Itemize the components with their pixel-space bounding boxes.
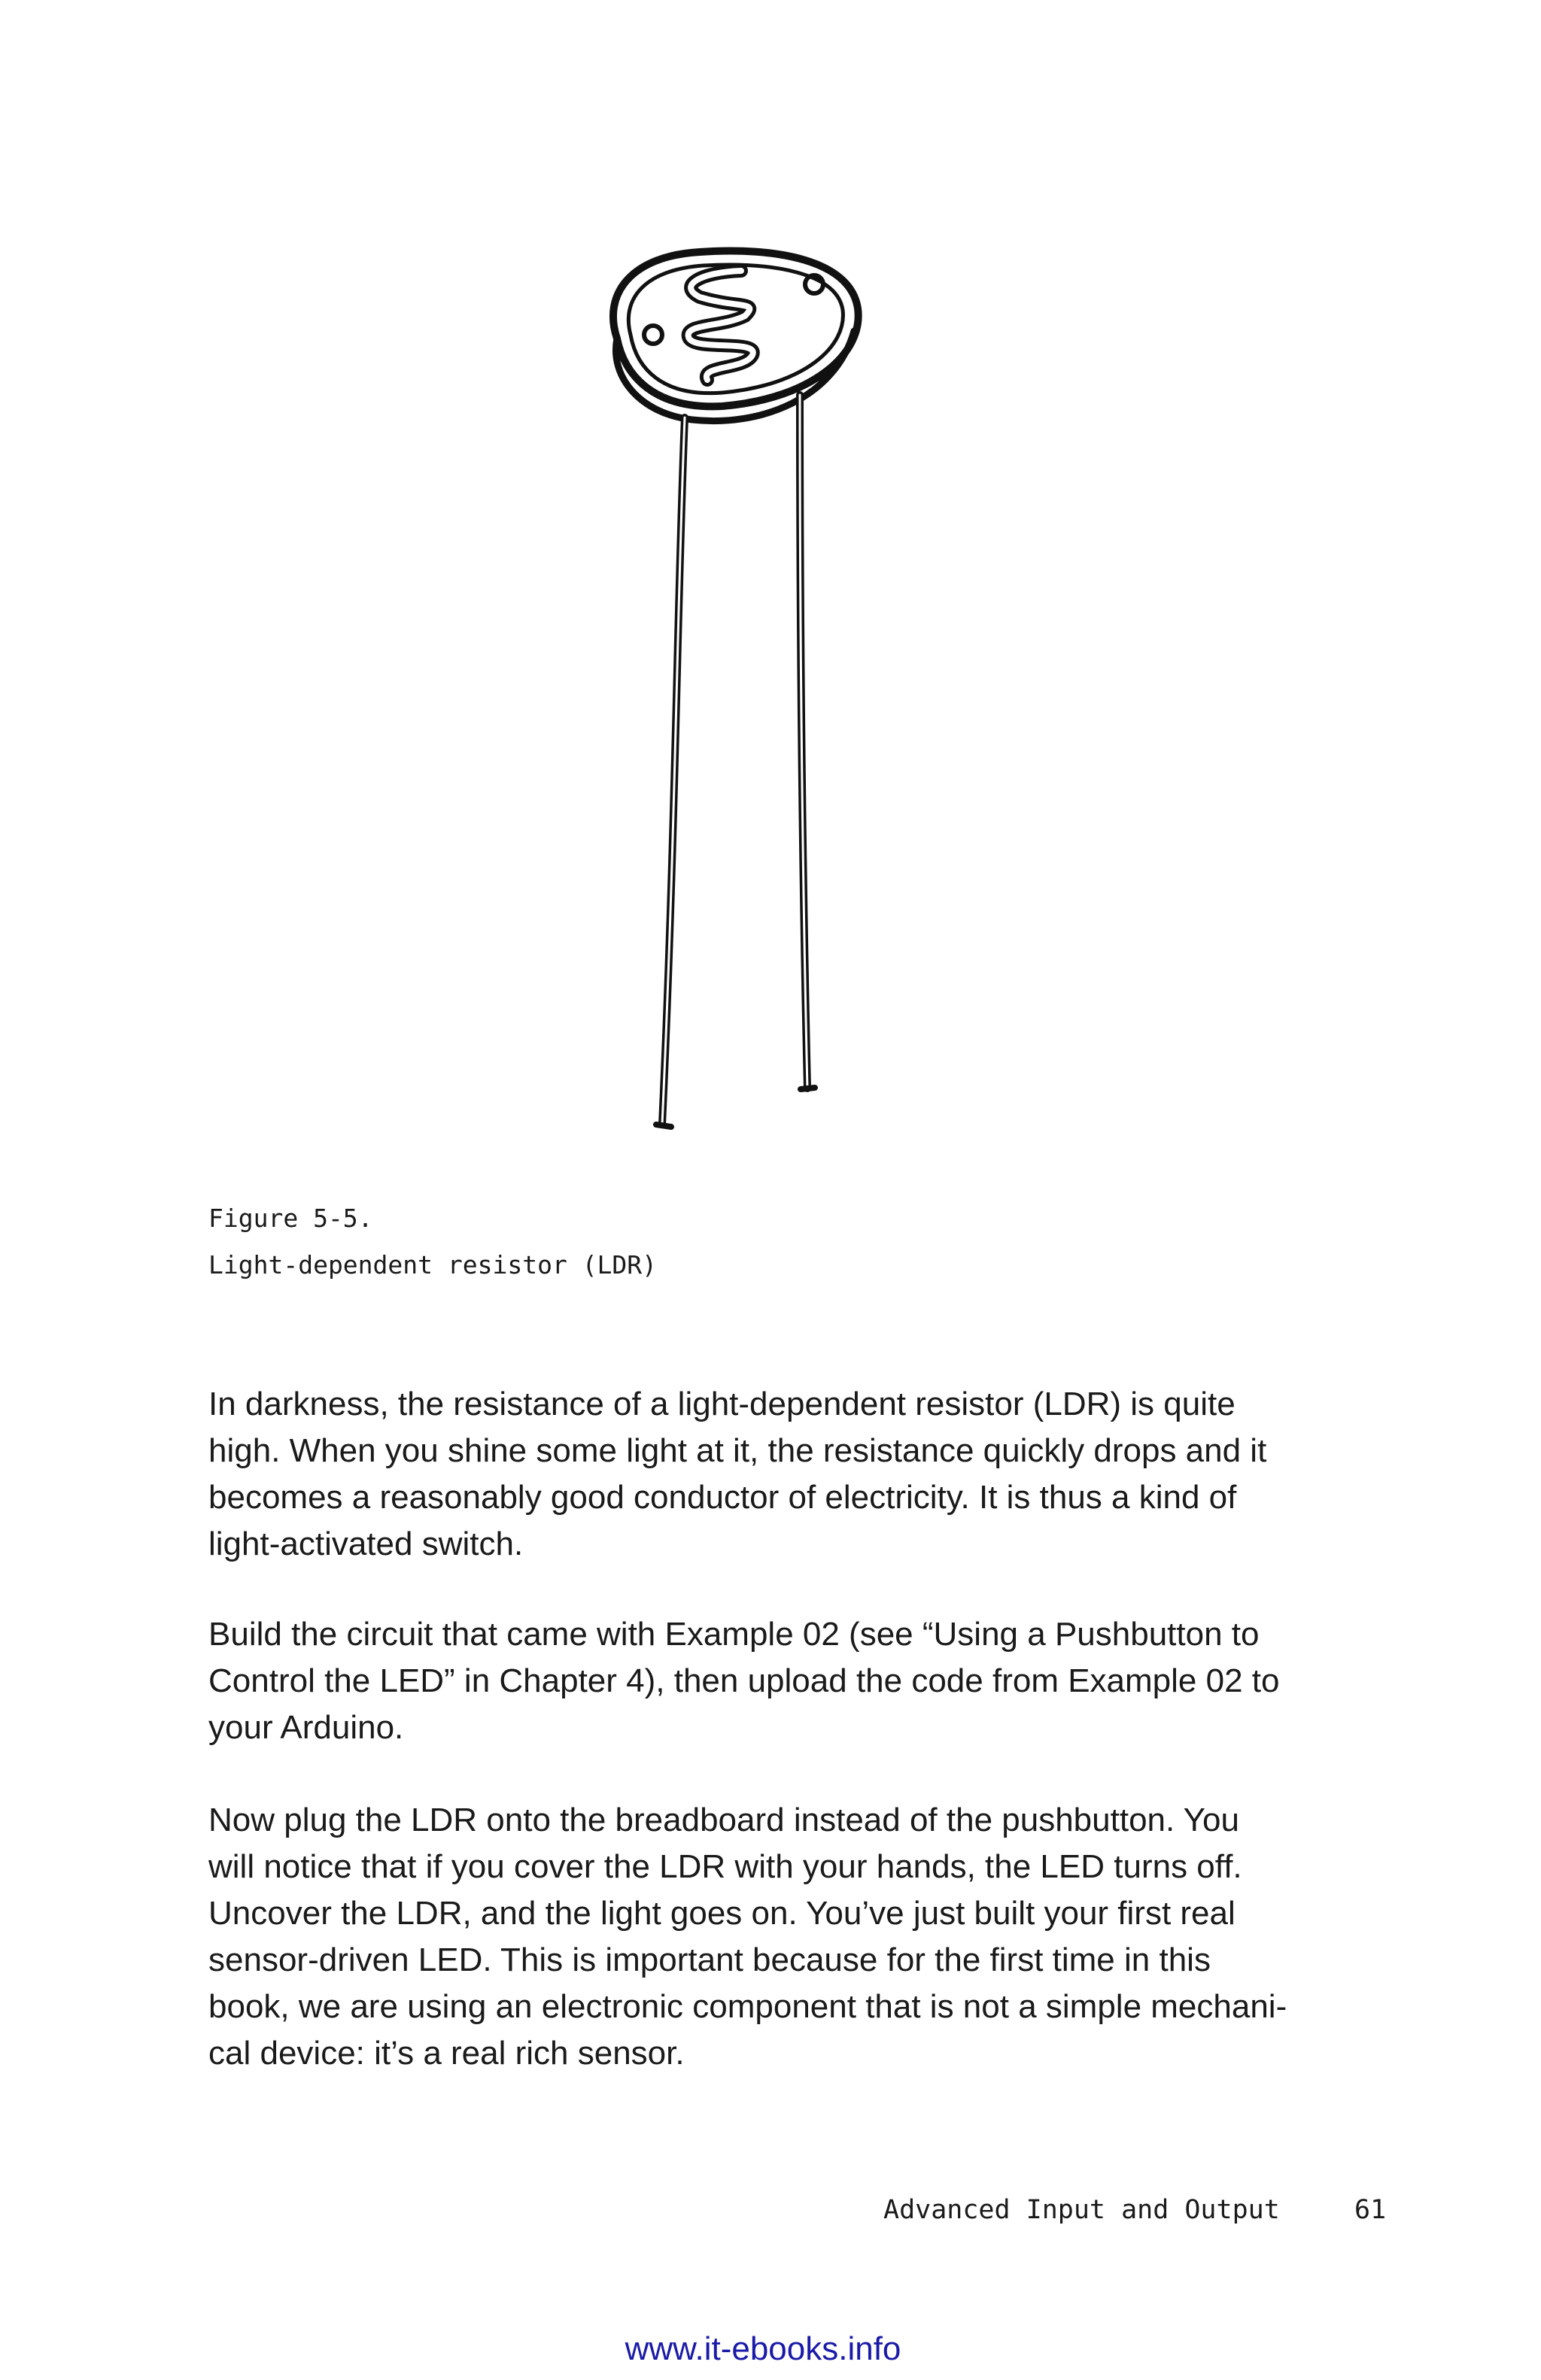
figure-caption: Light-dependent resistor (LDR) [208, 1250, 658, 1280]
ldr-illustration [587, 226, 888, 1143]
figure-label: Figure 5-5. [208, 1204, 373, 1233]
ldr-contact-left [644, 326, 662, 344]
body-paragraph: Now plug the LDR onto the breadboard instead of the pushbutton. You will notice that if you cover the LDR with your hands, the LED turns off. Uncover the LDR, and the light goes on. You’ve just built your first real sensor-driven LED. This is important because for the first time in this book, we are using an electronic component that is not a simple mechani- cal device: it’s a real rich sensor. [208, 1802, 1287, 2072]
watermark-link[interactable]: www.it-ebooks.info [625, 2330, 901, 2367]
body-paragraph: In darkness, the resistance of a light-dependent resistor (LDR) is quite high. When you shine some light at it, the resistance quickly drops and it becomes a reasonably good conductor of electricity. It is thus a kind of light-activated switch. [208, 1386, 1267, 1562]
body-paragraph: Build the circuit that came with Example 02 (see “Using a Pushbutton to Control the LED” in Chapter 4), then upload the code from Example 02 to your Arduino. [208, 1616, 1280, 1746]
page-number: 61 [1354, 2195, 1387, 2225]
running-footer-title: Advanced Input and Output [883, 2195, 1280, 2225]
